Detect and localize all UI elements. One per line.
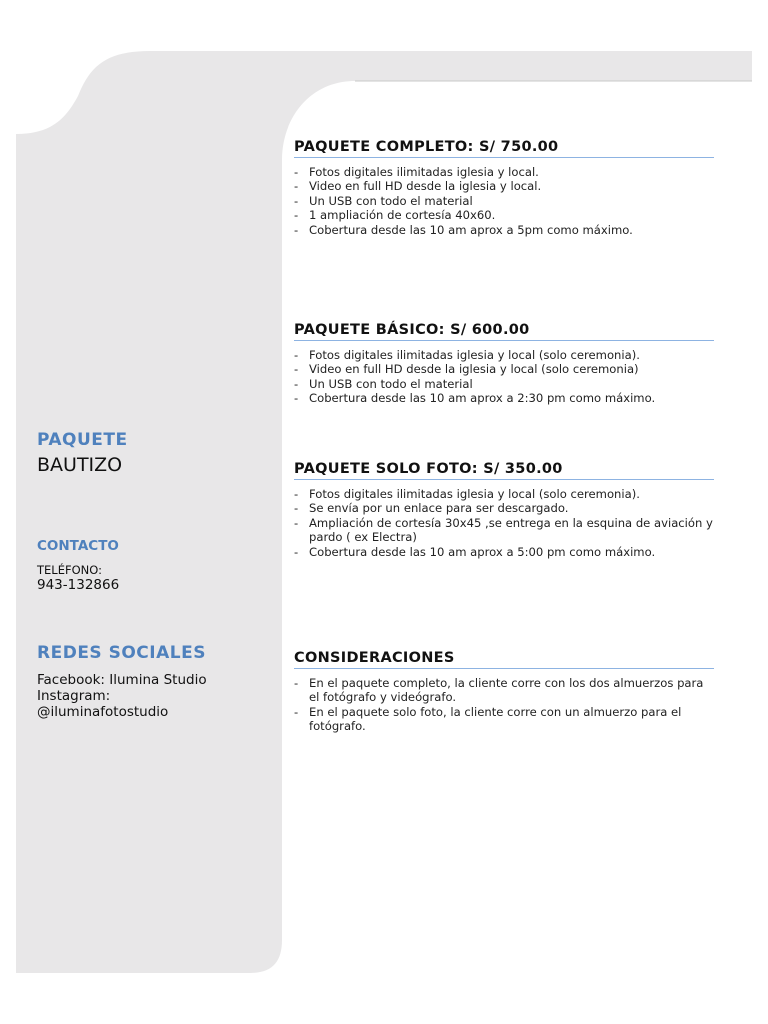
list-item: - Video en full HD desde la iglesia y local (solo ceremonia) [294, 362, 639, 377]
contact-block [37, 538, 277, 593]
section-title: PAQUETE COMPLETO: S/ 750.00 [294, 139, 714, 158]
social-block [37, 643, 277, 720]
section-title: PAQUETE SOLO FOTO: S/ 350.00 [294, 461, 714, 480]
list-item: - En el paquete completo, la cliente corre con los dos almuerzos para el fotógrafo y videógrafo. [294, 676, 704, 705]
section-title: CONSIDERACIONES [294, 650, 714, 669]
sidebar [37, 430, 277, 720]
list-item: - Cobertura desde las 10 am aprox a 5pm como máximo. [294, 222, 633, 237]
list-item: - Fotos digitales ilimitadas iglesia y local (solo ceremonia). [294, 487, 640, 501]
list-item: - En el paquete solo foto, la cliente corre con un almuerzo para el fotógrafo. [294, 704, 682, 734]
section-paquete-basico [294, 322, 714, 406]
section-list [294, 487, 714, 559]
package-heading: PAQUETE [37, 430, 128, 450]
list-item: - Cobertura desde las 10 am aprox a 2:30 pm como máximo. [294, 391, 656, 406]
list-item: - Un USB con todo el material [294, 376, 473, 391]
list-item: - 1 ampliación de cortesía 40x60. [294, 208, 496, 223]
section-list [294, 348, 714, 406]
list-item: - Fotos digitales ilimitadas iglesia y local. [294, 165, 539, 179]
section-title: PAQUETE BÁSICO: S/ 600.00 [294, 322, 714, 341]
section-paquete-solo-foto [294, 461, 714, 559]
list-item: - Se envía por un enlace para ser descargado. [294, 501, 569, 516]
list-item: - Video en full HD desde la iglesia y local. [294, 179, 542, 194]
section-paquete-completo [294, 139, 714, 237]
list-item: - Ampliación de cortesía 30x45 ,se entrega en la esquina de aviación y pardo ( ex Electra) [294, 515, 713, 545]
list-item: - Cobertura desde las 10 am aprox a 5:00 pm como máximo. [294, 544, 656, 559]
phone-number: 943-132866 [37, 577, 120, 593]
list-item: - Un USB con todo el material [294, 193, 473, 208]
section-consideraciones [294, 650, 714, 734]
contact-heading: CONTACTO [37, 538, 119, 554]
social-heading: REDES SOCIALES [37, 643, 206, 663]
instagram-handle: @iluminafotostudio [37, 704, 169, 720]
facebook-text: Facebook: Ilumina Studio [37, 672, 207, 688]
instagram-label: Instagram: [37, 688, 111, 704]
section-list [294, 676, 714, 734]
section-list [294, 165, 714, 237]
list-item: - Fotos digitales ilimitadas iglesia y local (solo ceremonia). [294, 348, 640, 362]
phone-label: TELÉFONO: [37, 563, 102, 577]
package-name: BAUTIZO [37, 454, 123, 476]
